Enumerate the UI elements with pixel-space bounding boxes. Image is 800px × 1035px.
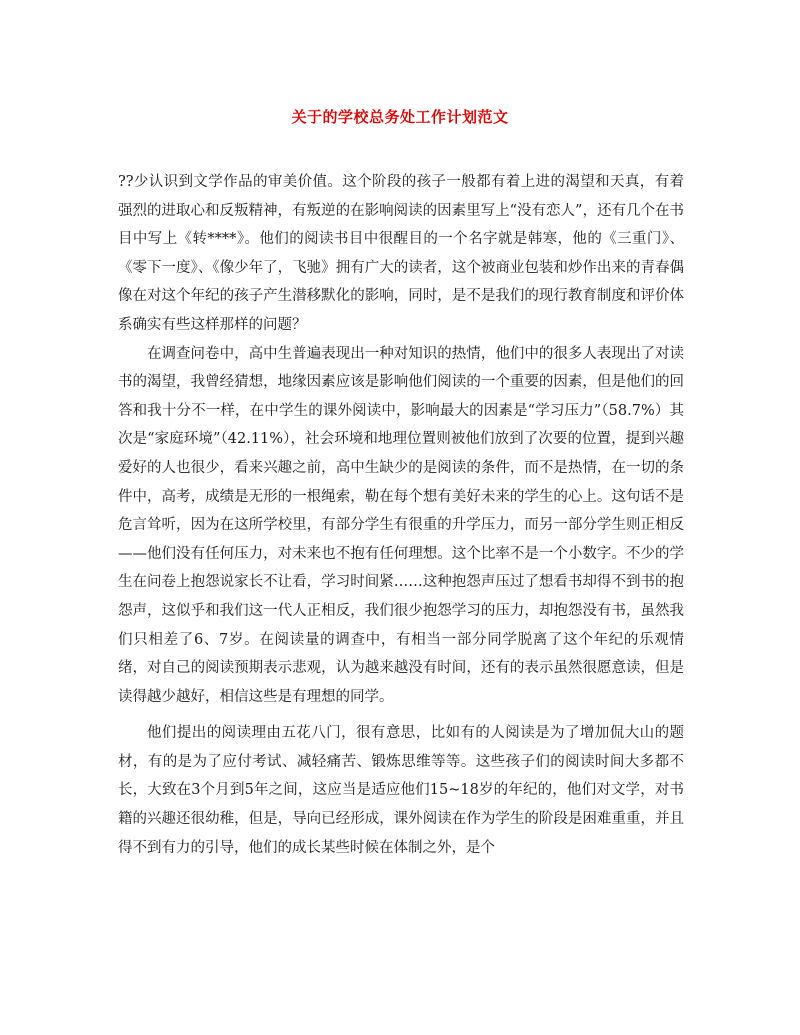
document-body [118,168,684,862]
paragraph-1: ??少认识到文学作品的审美价值。这个阶段的孩子一般都有着上进的渴望和天真，有着强烈的进取心和反叛精神，有叛逆的在影响阅读的因素里写上“没有恋人”，还有几个在书目中写上《转****》。他们的阅读书目中很醒目的一个名字就是韩寒，他的《三重门》、《零下一度》、《像少年了，飞驰》拥有广大的读者，这个被商业包装和炒作出来的青春偶像在对这个年纪的孩子产生潜移默化的影响，同时，是不是我们的现行教育制度和评价体系确实有些这样那样的问题？ [118,174,684,333]
paragraph-2: 在调查问卷中，高中生普遍表现出一种对知识的热情，他们中的很多人表现出了对读书的渴望，我曾经猜想，地缘因素应该是影响他们阅读的一个重要的因素，但是他们的回答和我十分不一样，在中学生的课外阅读中，影响最大的因素是“学习压力”（58.7%）其次是“家庭环境”（42.11%），社会环境和地理位置则被他们放到了次要的位置，提到兴趣爱好的人也很少，看来兴趣之前，高中生缺少的是阅读的条件，而不是热情，在一切的条件中，高考，成绩是无形的一根绳索，勒在每个想有美好未来的学生的心上。这句话不是危言耸听，因为在这所学校里，有部分学生有很重的升学压力，而另一部分学生则正相反——他们没有任何压力，对未来也不抱有任何理想。这个比率不是一个小数字。不少的学生在问卷上抱怨说家长不让看，学习时间紧……这种抱怨声压过了想看书却得不到书的抱怨声，这似乎和我们这一代人正相反，我们很少抱怨学习的压力，却抱怨没有书，虽然我们只相差了6、7岁。在阅读量的调查中，有相当一部分同学脱离了这个年纪的乐观情绪，对自己的阅读预期表示悲观，认为越来越没有时间，还有的表示虽然很愿意读，但是读得越少越好，相信这些是有理想的同学。 [118,345,684,705]
paragraph-3: 他们提出的阅读理由五花八门，很有意思，比如有的人阅读是为了增加侃大山的题材，有的是为了应付考试、减轻痛苦、锻炼思维等等。这些孩子们的阅读时间大多都不长，大致在3个月到5年之间，这应当是适应他们15~18岁的年纪的，他们对文学，对书籍的兴趣还很幼稚，但是，导向已经形成，课外阅读在作为学生的阶段是困难重重，并且得不到有力的引导，他们的成长某些时候在体制之外，是个 [118,725,684,856]
document-title: 关于的学校总务处工作计划范文 [291,108,509,126]
